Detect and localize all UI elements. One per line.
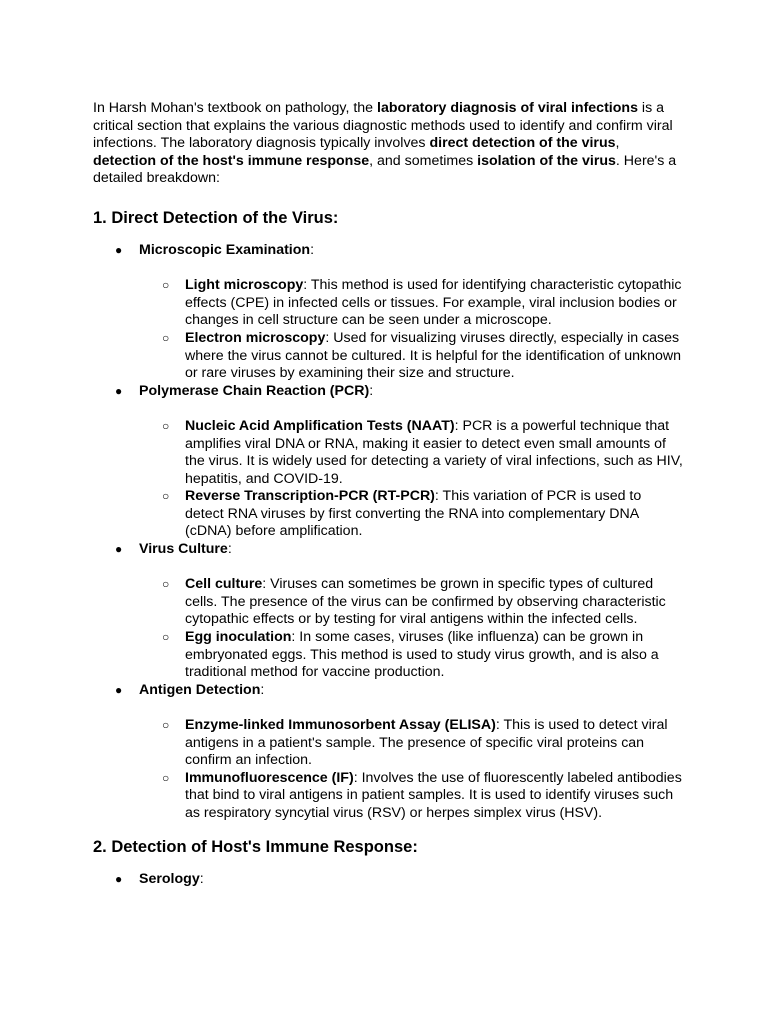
sub-item-text: : This variation of PCR is used to detect RNA viruses by first converting the RNA into complementary DNA (cDNA) before amplification. [185,488,642,540]
bullet-icon: ● [115,682,123,697]
list-item-label: Polymerase Chain Reaction (PCR) [139,382,370,399]
section-heading-direct-detection: 1. Direct Detection of the Virus: [93,208,339,227]
list-item-microscopic-examination [93,242,683,383]
sub-item-label: Nucleic Acid Amplification Tests (NAAT) [185,417,455,434]
sub-item-rt-pcr [139,488,683,541]
document-page [93,100,683,888]
circle-bullet-icon: ○ [162,418,170,433]
list-item-label: Virus Culture [139,541,228,558]
list-item-heading [139,541,683,559]
intro-text: , [615,135,620,152]
intro-paragraph [93,100,683,188]
intro-text: , and sometimes [369,152,478,169]
list-item-serology [93,871,683,889]
bullet-icon: ● [115,542,123,557]
circle-bullet-icon: ○ [162,630,170,645]
intro-text: is a critical section that explains the various diagnostic methods used to identify and confirm viral infections. The laboratory diagnosis typically involves [93,100,673,152]
sub-item-text: : PCR is a powerful technique that amplifies viral DNA or RNA, making it easier to detect even small amounts of the virus. It is widely used for detecting a variety of viral infections, such as HIV, hepatitis, and COVID-19. [185,417,683,487]
sub-item-elisa [139,717,683,770]
list-item-pcr [93,383,683,541]
circle-bullet-icon: ○ [162,770,170,785]
direct-detection-list [93,242,683,823]
sub-item-text: : In some cases, viruses (like influenza) can be grown in embryonated eggs. This method is used to study virus growth, and is also a traditional method for vaccine production. [185,629,659,681]
list-item-colon: : [369,382,374,399]
circle-bullet-icon: ○ [162,278,170,293]
sub-item-cell-culture [139,576,683,629]
list-item-virus-culture [93,541,683,682]
sub-item-label: Electron microscopy [185,329,326,346]
bullet-icon: ● [115,871,123,886]
circle-bullet-icon: ○ [162,718,170,732]
list-item-heading [139,682,683,700]
sub-item-text: : This method is used for identifying characteristic cytopathic effects (CPE) in infected cells or tissues. For example, viral inclusion bodies or changes in cell structure can be seen under a microscope. [185,277,682,329]
sub-item-label: Immunofluorescence (IF) [185,769,354,786]
sub-list [139,559,683,682]
list-item-colon: : [227,541,232,558]
intro-emphasis: detection of the host's immune response [93,152,370,169]
bullet-icon: ● [115,383,123,398]
sub-item-electron-microscopy [139,330,683,383]
intro-text: . Here's a detailed breakdown: [93,152,677,187]
list-item-colon: : [260,681,265,698]
sub-list [139,260,683,383]
list-item-colon: : [310,241,315,258]
list-item-heading [139,871,683,889]
list-item-heading [139,242,683,260]
sub-item-label: Egg inoculation [185,629,292,646]
intro-text: In Harsh Mohan's textbook on pathology, the [93,100,378,116]
list-item-antigen-detection [93,682,683,823]
list-item-colon: : [199,870,204,887]
sub-item-label: Light microscopy [185,277,304,294]
sub-item-immunofluorescence [139,770,683,823]
sub-item-label: Reverse Transcription-PCR (RT-PCR) [185,488,435,505]
bullet-icon: ● [115,242,123,257]
sub-item-label: Cell culture [185,576,263,593]
list-item-label: Serology [139,870,200,887]
sub-item-egg-inoculation [139,629,683,682]
list-item-label: Microscopic Examination [139,241,311,258]
sub-item-naat [139,418,683,488]
sub-item-text: : This is used to detect viral antigens in a patient's sample. The presence of specific viral proteins can confirm an infection. [185,717,668,769]
sub-item-text: : Used for visualizing viruses directly, especially in cases where the virus cannot be cultured. It is helpful for the identification of unknown or rare viruses by examining their size and structure. [185,329,682,382]
intro-emphasis: isolation of the virus [477,152,616,169]
circle-bullet-icon: ○ [162,330,170,345]
section-heading-host-immune-response: 2. Detection of Host's Immune Response: [93,837,418,856]
intro-emphasis: laboratory diagnosis of viral infections [377,100,638,116]
list-item-label: Antigen Detection [139,681,261,698]
sub-item-light-microscopy [139,277,683,330]
circle-bullet-icon: ○ [162,577,170,592]
circle-bullet-icon: ○ [162,489,170,504]
sub-list [139,400,683,541]
host-response-list [93,871,683,889]
sub-item-label: Enzyme-linked Immunosorbent Assay (ELISA) [185,717,496,733]
sub-list [139,699,683,822]
intro-emphasis: direct detection of the virus [429,135,616,152]
list-item-heading [139,383,683,401]
sub-item-text: : Involves the use of fluorescently labeled antibodies that bind to viral antigens in patient samples. It is used to identify viruses such as respiratory syncytial virus (RSV) or herpes simplex virus (HSV). [185,769,682,821]
sub-item-text: : Viruses can sometimes be grown in specific types of cultured cells. The presence of the virus can be confirmed by observing characteristic cytopathic effects or by testing for viral antigens within the infected cells. [185,576,666,628]
